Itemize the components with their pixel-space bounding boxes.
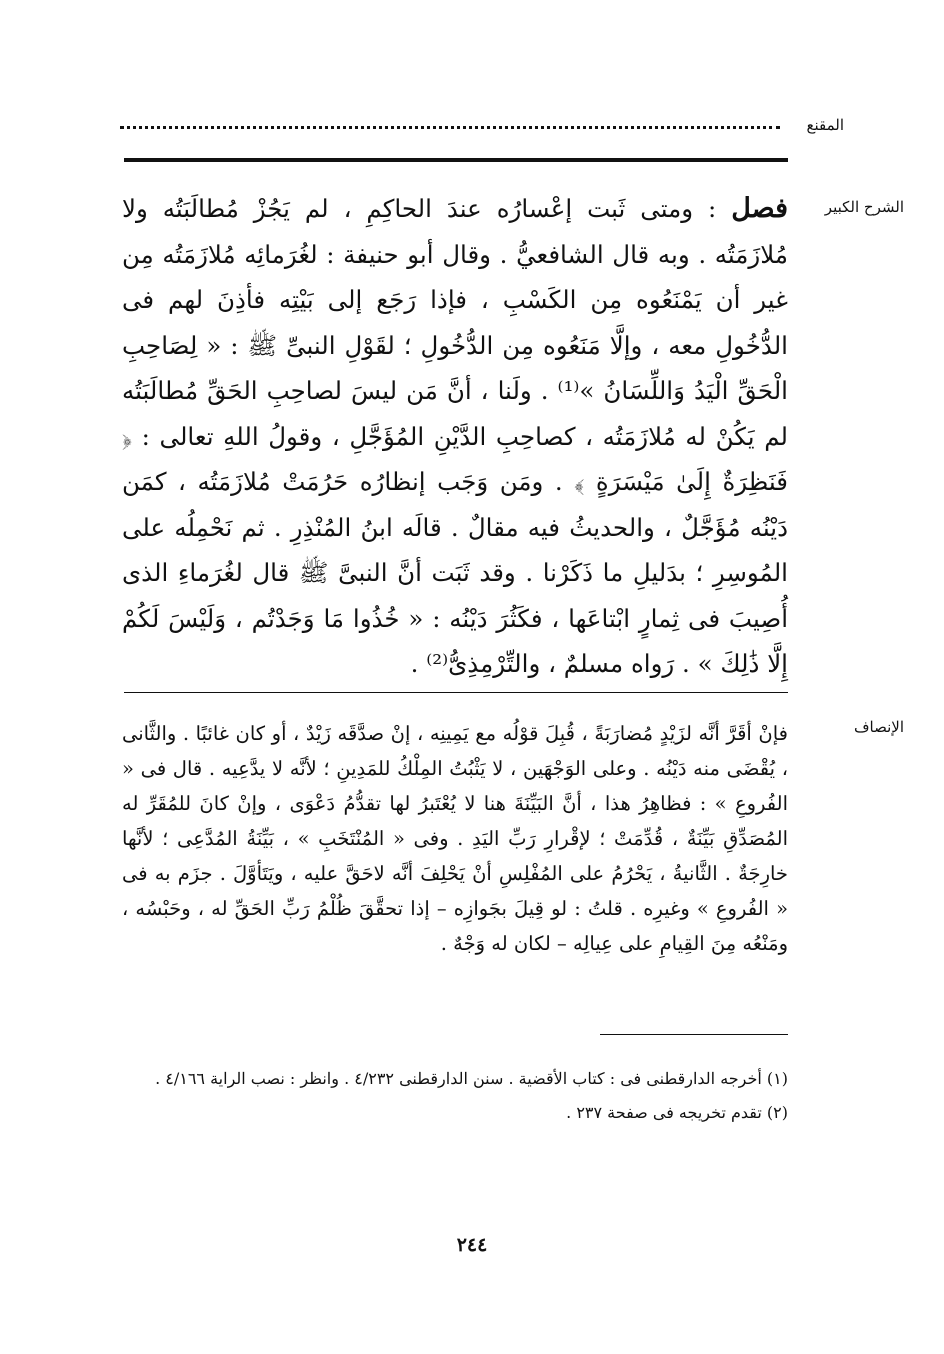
insaf-text (122, 716, 788, 961)
section-label-insaf: الإنصاف (853, 718, 904, 736)
footnote-1: (١) أخرجه الدارقطنى فى : كتاب الأقضية . سنن الدارقطنى ٤/٢٣٢ . وانظر : نصب الراية ٤/١٦٦ . (155, 1069, 788, 1088)
section-heading-fasl: فصل (731, 193, 788, 224)
main-commentary-text (122, 186, 788, 687)
footnote-2: (٢) تقدم تخريجه فى صفحة ٢٣٧ . (566, 1103, 788, 1122)
footnote-rule (600, 1034, 788, 1035)
header-dotted-leader (120, 118, 780, 129)
section-label-sharh: الشرح الكبير (824, 198, 904, 216)
main-paragraph (122, 186, 788, 687)
header-rule (124, 158, 788, 162)
section-divider-rule (124, 692, 788, 693)
page-number: ٢٤٤ (456, 1234, 488, 1256)
footnotes (124, 1062, 788, 1130)
running-header-label: المقنع (806, 116, 844, 134)
insaf-paragraph: فإنْ أقَرَّ أنَّه لزَيْدٍ مُضارَبَةً ، قُبِلَ قوْلُه مع يَمِينِه ، إنْ صدَّقَه زَيْدٌ ، أو كان غائبًا . والثَّانى ، يُقْضَى منه دَيْنُه . وعلى الوَجْهَين ، لا يَثْبُتُ المِلْكُ للمَدِينِ ؛ لأنَّه لا يدَّعِيه . قال فى « الفُروعِ » : فظاهِرُ هذا ، أنَّ البَيِّنَةَ هنا لا يُعْتَبرُ لها تقدُّمُ دَعْوَى ، وإنْ كانَ للمُقَرِّ له المُصَدِّقِ بَيِّنَةٌ ، قُدِّمَتْ ؛ لإقْرارِ رَبِّ اليَدِ . وفى « المُنْتَخَبِ » ، بَيِّنَةُ المُدَّعِى ؛ لأنَّها خارِجَةٌ . الثَّانيةُ ، يَحْرُمُ على المُفْلِسِ أنْ يَحْلِفَ أنَّه لاحَقَّ عليه ، ويَتَأوَّلَ . جزَم به فى « الفُروعِ » وغيرِه . قلتُ : لو قِيلَ بجَوازِه – إذا تحقَّقَ ظُلْمُ رَبِّ الحَقِّ له ، وحَبْسُه ، ومَنْعُه مِنَ القِيامِ على عِيالِه – لكان له وَجْهٌ . (122, 722, 788, 955)
main-paragraph-body: : ومتى ثَبت إعْسارُه عندَ الحاكِمِ ، لم يَجُزْ مُطالَبَتُه ولا مُلازَمَتُه . وبه قال الشافعيُّ . وقال أبو حنيفة : لغُرَمائِه مُلازَمَتُه مِن غير أن يَمْنَعُوه مِن الكَسْبِ ، فإذا رَجَع إلى بَيْتِه فأذِنَ لهم فى الدُّخُولِ معه ، وإلَّا مَنَعُوه مِن الدُّخُولِ ؛ لقَوْلِ النبىِّ ﷺ : « لِصَاحِبِ الْحَقِّ الْيَدُ وَاللِّسَانُ »⁽¹⁾ . ولَنا ، أنَّ مَن ليسَ لصاحِبِ الحَقِّ مُطالَبَتُه لم يَكُنْ له مُلازَمَتُه ، كصاحِبِ الدَّيْنِ المُؤَجَّلِ ، وقولُ اللهِ تعالى : ﴿ فَنَظِرَةٌ إِلَىٰ مَيْسَرَةٍ ﴾ . ومَن وَجَب إنظارُه حَرُمَتْ مُلازَمَتُه ، كمَن دَيْنُه مُؤَجَّلٌ ، والحديثُ فيه مقالٌ . قالَه ابنُ المُنْذِرِ . ثم نَحْمِلُه على المُوسِرِ ؛ بدَليلِ ما ذَكَرْنا . وقد ثَبَت أنَّ النبىَّ ﷺ قال لغُرَماءِ الذى أُصِيبَ فى ثِمارٍ ابْتاعَها ، فكَثُرَ دَيْنُه : « خُذُوا مَا وَجَدْتُم ، وَلَيْسَ لَكُمْ إِلَّا ذَٰلِكَ » . رَواه مسلمٌ ، والتِّرْمِذِىُّ⁽²⁾ . (122, 194, 788, 678)
